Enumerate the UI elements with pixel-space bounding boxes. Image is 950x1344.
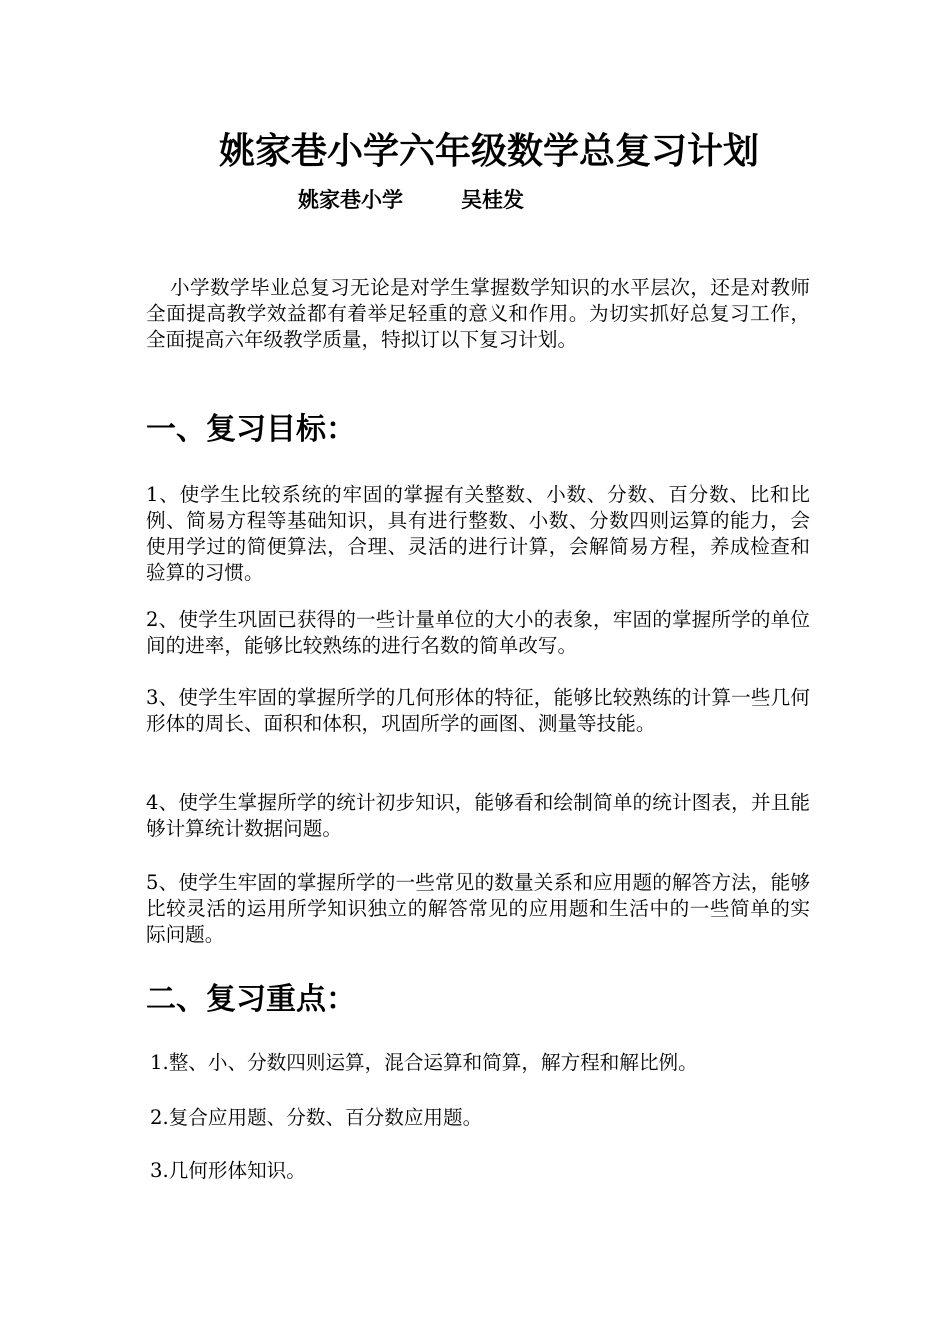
byline [298,184,524,216]
focus-item-3: 3.几何形体知识。 [150,1159,306,1182]
school-name: 姚家巷小学 [298,188,403,212]
goal-item-2: 2、使学生巩固已获得的一些计量单位的大小的表象，牢固的掌握所学的单位间的进率，能够比较熟练的进行名数的简单改写。 [146,608,810,657]
author-name: 吴桂发 [461,188,524,212]
intro-paragraph: 小学数学毕业总复习无论是对学生掌握数学知识的水平层次，还是对教师全面提高教学效益都有着举足轻重的意义和作用。为切实抓好总复习工作，全面提高六年级教学质量，特拟订以下复习计划。 [146,276,810,351]
goal-item-3: 3、使学生牢固的掌握所学的几何形体的特征，能够比较熟练的计算一些几何形体的周长、面积和体积，巩固所学的画图、测量等技能。 [146,686,810,735]
focus-item-2: 2.复合应用题、分数、百分数应用题。 [150,1106,483,1129]
goal-item-4: 4、使学生掌握所学的统计初步知识，能够看和绘制简单的统计图表，并且能够计算统计数据问题。 [146,791,810,840]
focus-item-1: 1.整、小、分数四则运算，混合运算和简算，解方程和解比例。 [150,1051,698,1074]
goal-item-5: 5、使学生牢固的掌握所学的一些常见的数量关系和应用题的解答方法，能够比较灵活的运用所学知识独立的解答常见的应用题和生活中的一些简单的实际问题。 [146,871,810,946]
goal-item-1: 1、使学生比较系统的牢固的掌握有关整数、小数、分数、百分数、比和比例、简易方程等基础知识，具有进行整数、小数、分数四则运算的能力，会使用学过的简便算法，合理、灵活的进行计算，会解简易方程，养成检查和验算的习惯。 [146,483,810,584]
document-title: 姚家巷小学六年级数学总复习计划 [218,131,759,172]
section-heading-focus: 二、复习重点： [146,982,356,1017]
section-heading-goals: 一、复习目标： [146,412,356,447]
